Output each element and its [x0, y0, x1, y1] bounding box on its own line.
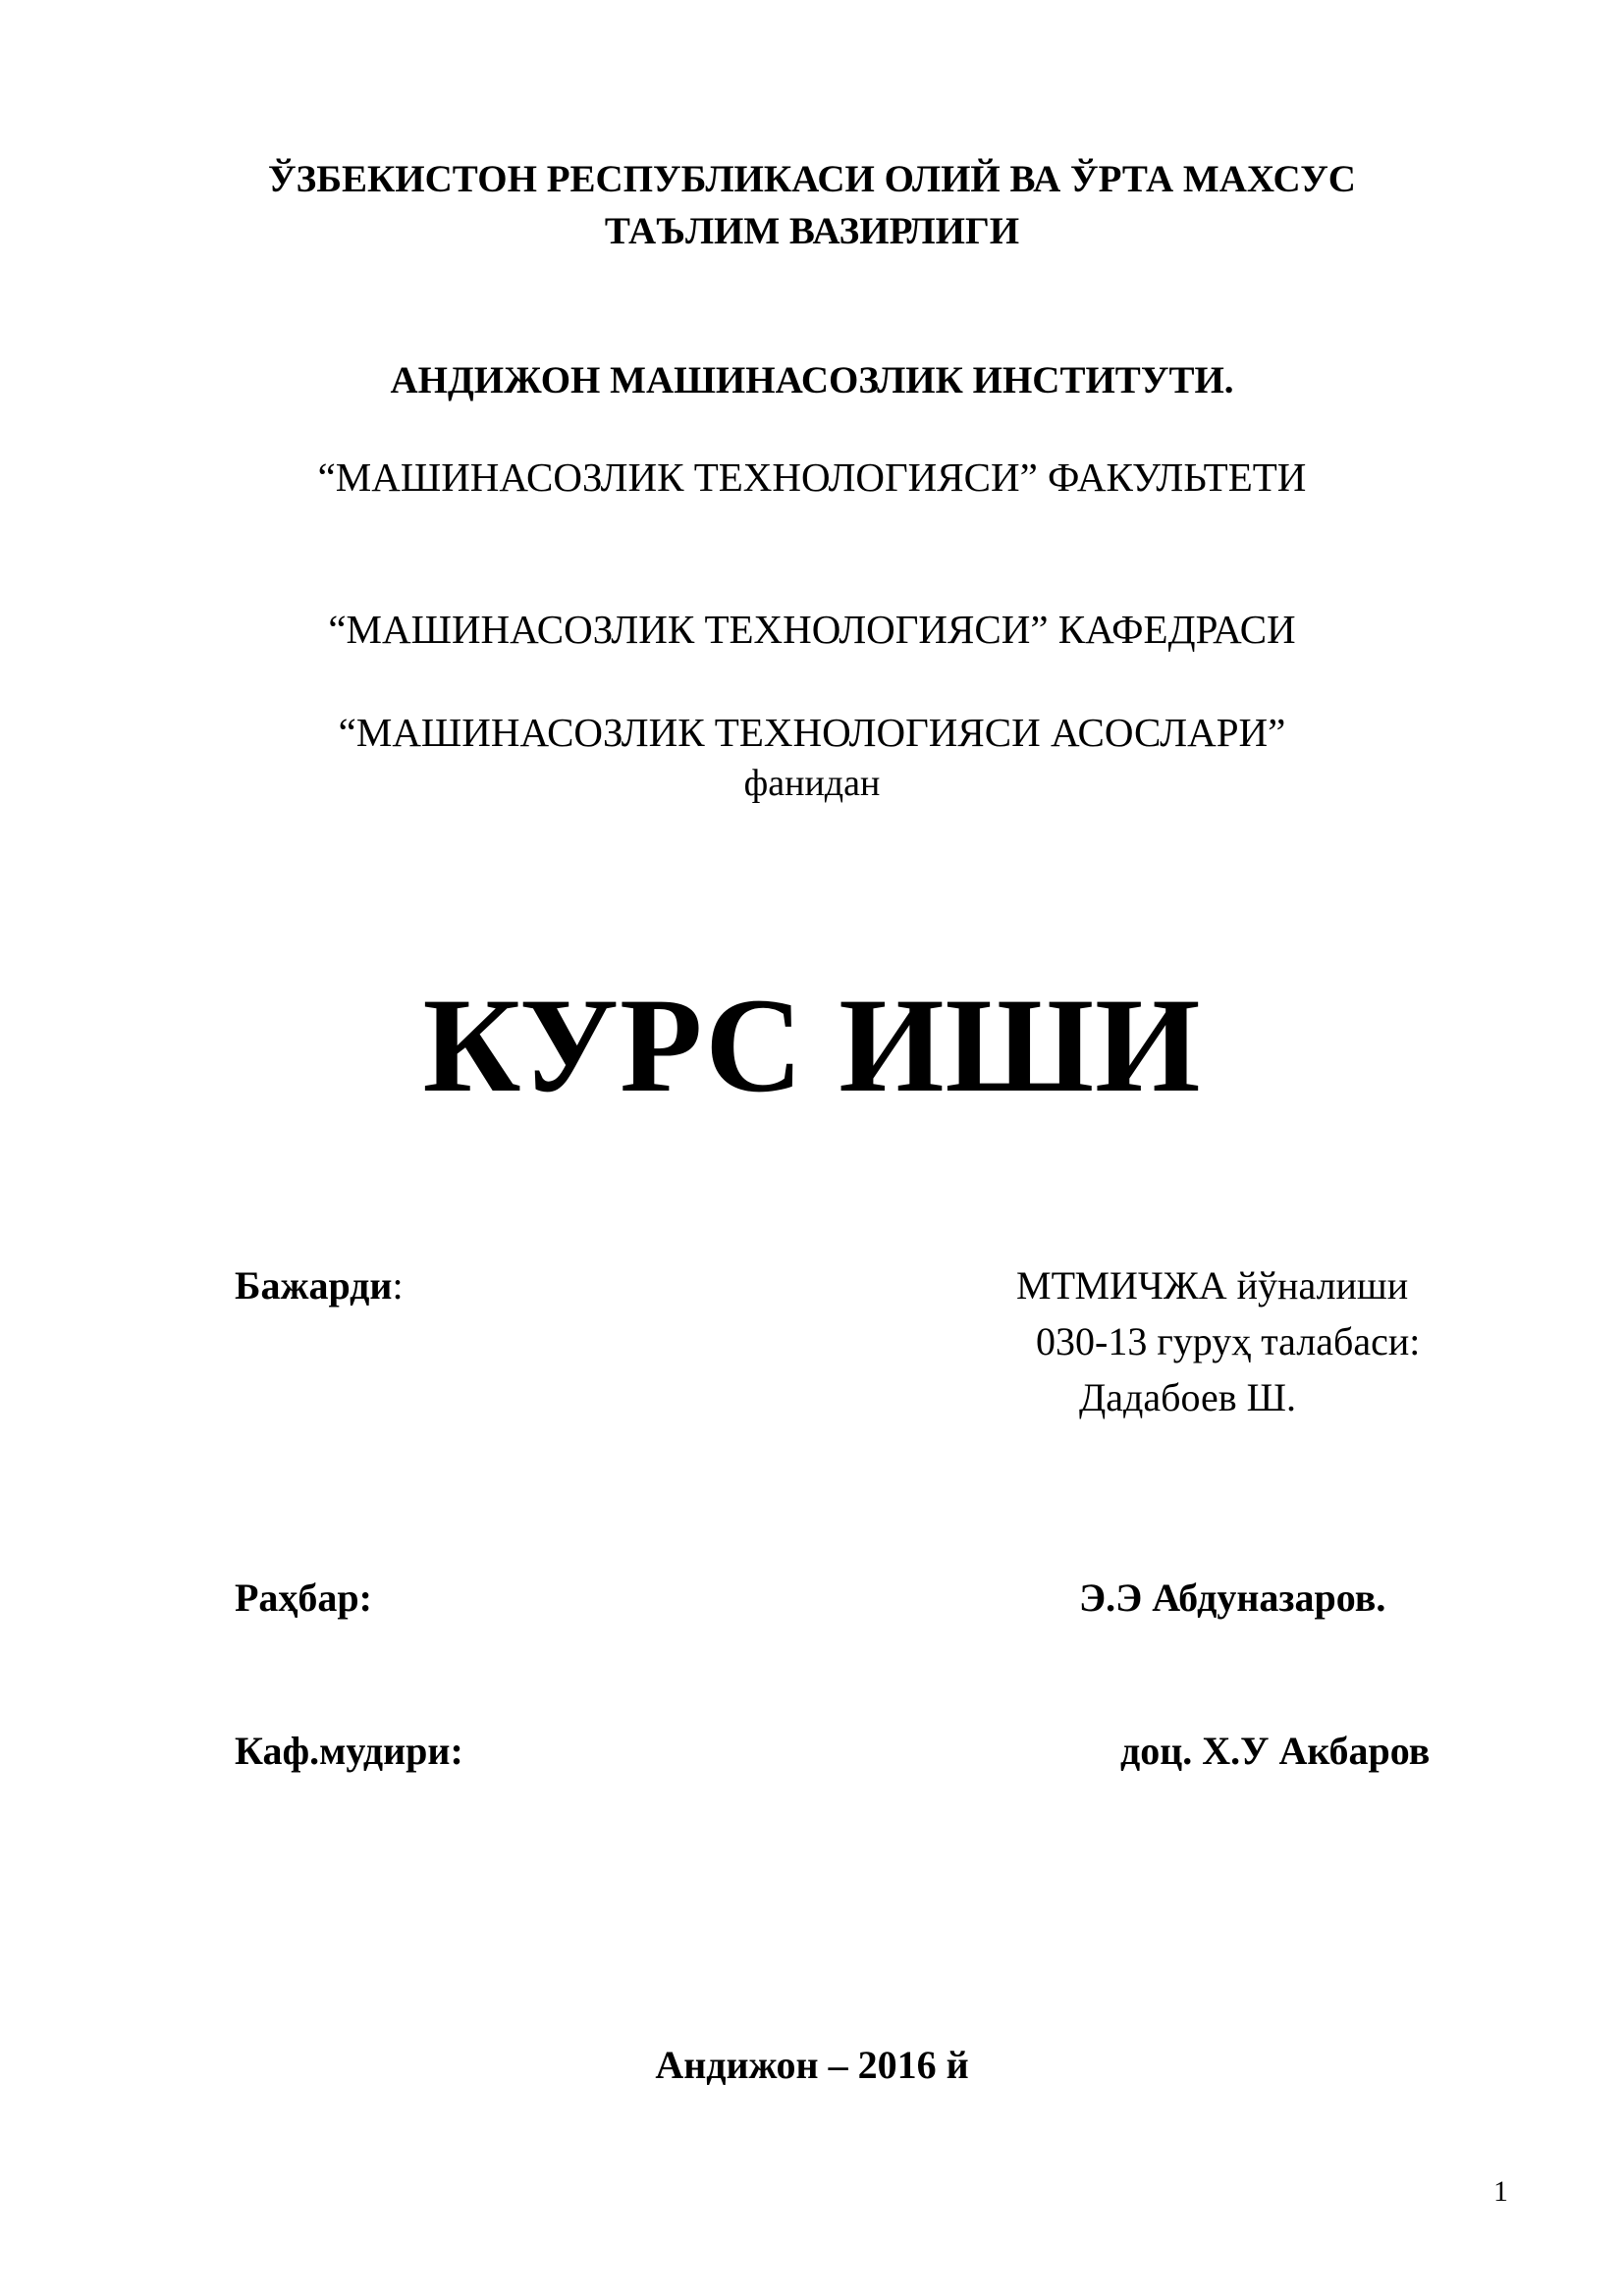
subject-name: “МАШИНАСОЗЛИК ТЕХНОЛОГИЯСИ АСОСЛАРИ”	[338, 710, 1286, 755]
page-number: 1	[1493, 2175, 1508, 2208]
ministry-line-1: ЎЗБЕКИСТОН РЕСПУБЛИКАСИ ОЛИЙ ВА ЎРТА МАХСУС	[268, 158, 1356, 200]
institute-name: АНДИЖОН МАШИНАСОЗЛИК ИНСТИТУТИ.	[390, 359, 1234, 401]
performed-by-label-text: Бажарди	[235, 1263, 393, 1308]
faculty-name: “МАШИНАСОЗЛИК ТЕХНОЛОГИЯСИ” ФАКУЛЬТЕТИ	[317, 454, 1307, 500]
ministry-line-2: ТАЪЛИМ ВАЗИРЛИГИ	[604, 210, 1020, 252]
student-direction: МТМИЧЖА йўналиши	[1016, 1263, 1409, 1308]
supervisor-name: Э.Э Абдуназаров.	[1079, 1575, 1386, 1620]
head-of-department-name: доц. Х.У Акбаров	[1120, 1729, 1431, 1773]
subject-suffix: фанидан	[743, 763, 881, 804]
student-group: 030-13 гуруҳ талабаси:	[1036, 1319, 1421, 1363]
document-title: КУРС ИШИ	[422, 970, 1202, 1120]
department-name: “МАШИНАСОЗЛИК ТЕХНОЛОГИЯСИ” КАФЕДРАСИ	[328, 607, 1296, 652]
head-of-department-label: Каф.мудири:	[235, 1729, 463, 1773]
city-year: Андижон – 2016 й	[655, 2043, 969, 2087]
performed-by-colon: :	[392, 1263, 404, 1308]
performed-by-label	[235, 1262, 404, 1308]
student-name: Дадабоев Ш.	[1079, 1375, 1296, 1419]
supervisor-label: Раҳбар:	[235, 1575, 372, 1620]
